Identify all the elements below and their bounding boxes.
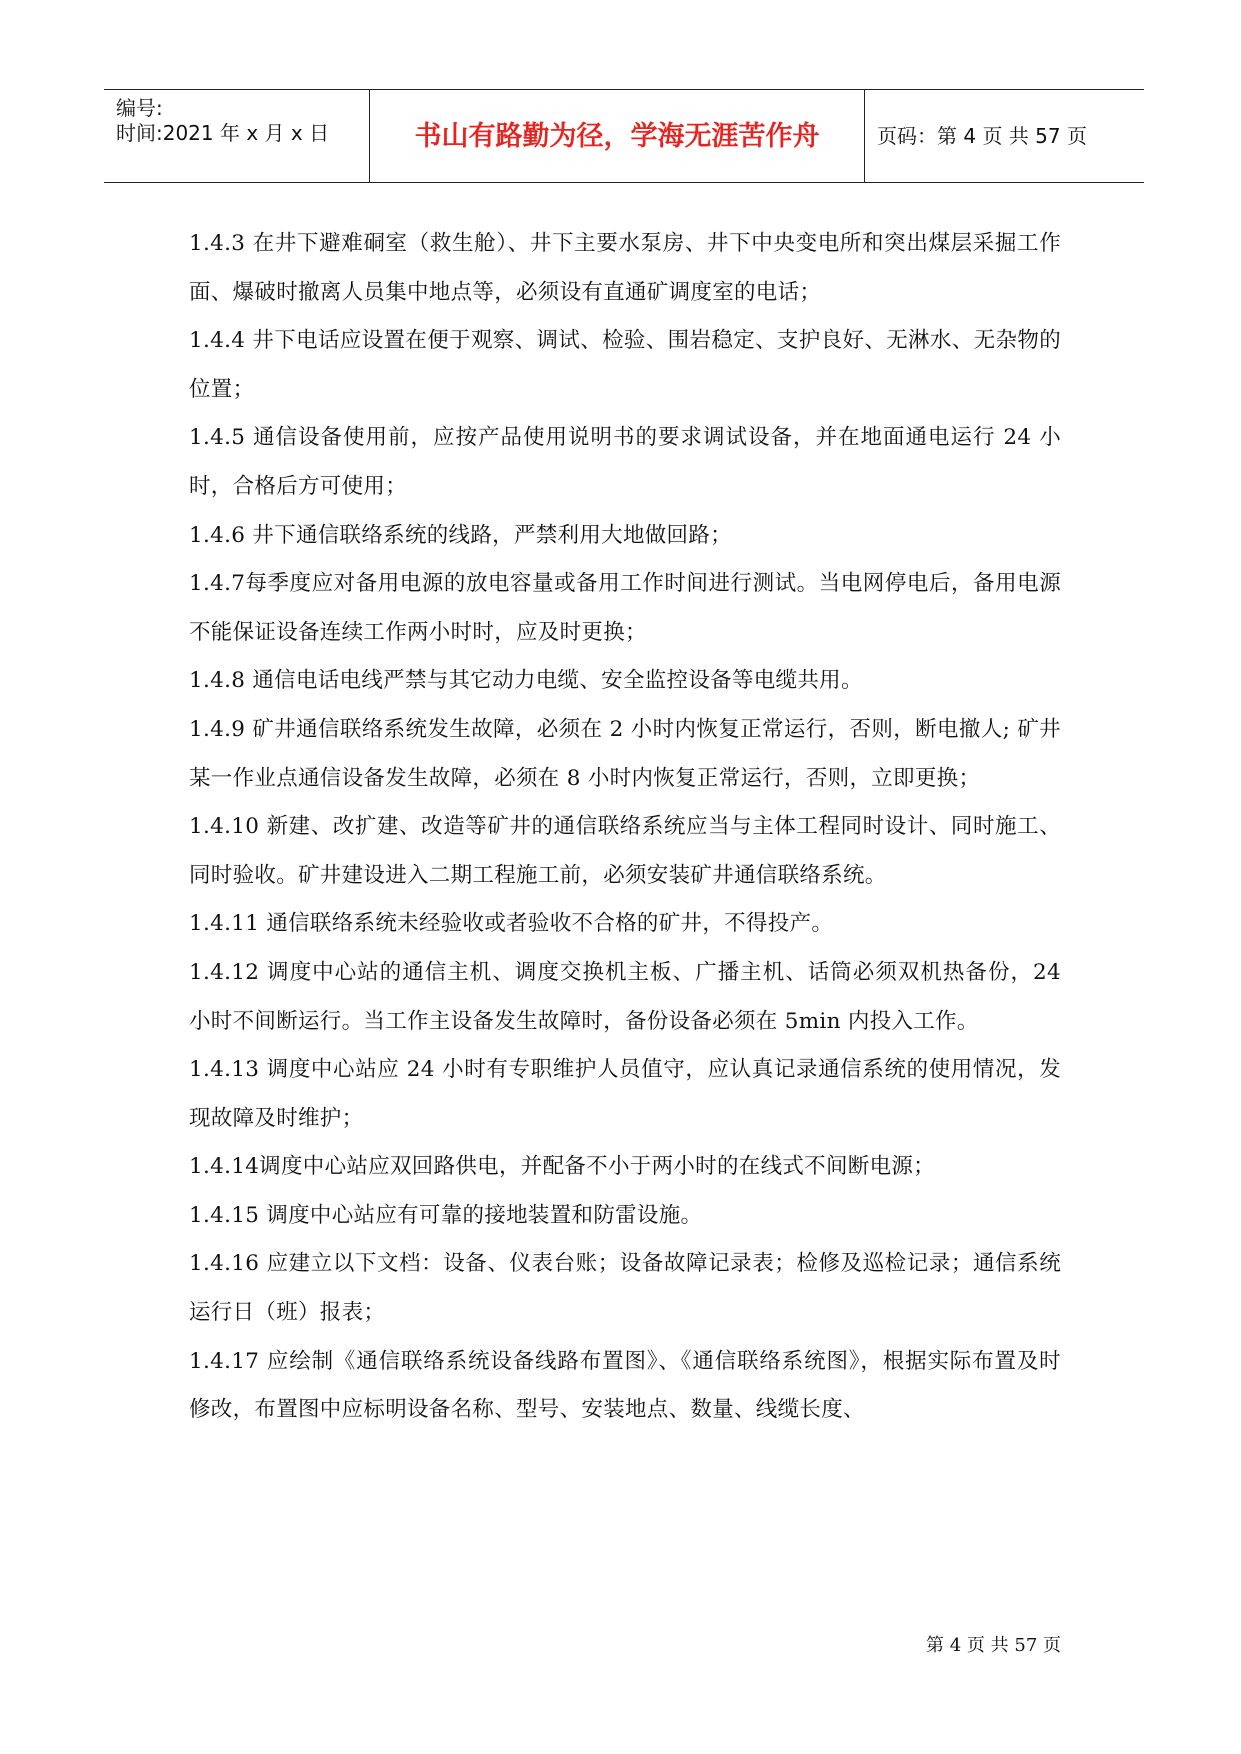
paragraph-1-4-10: 1.4.10 新建、改扩建、改造等矿井的通信联络系统应当与主体工程同时设计、同时施工、同时验收。矿井建设进入二期工程施工前，必须安装矿井通信联络系统。 — [189, 814, 1061, 888]
paragraph-1-4-11: 1.4.11 通信联络系统未经验收或者验收不合格的矿井，不得投产。 — [189, 911, 834, 937]
paragraph-1-4-6: 1.4.6 井下通信联络系统的线路，严禁利用大地做回路； — [189, 522, 732, 548]
paragraph-1-4-16: 1.4.16 应建立以下文档：设备、仪表台账；设备故障记录表；检修及巡检记录；通信系统运行日（班）报表； — [189, 1251, 1061, 1326]
header-page-cell — [865, 90, 1144, 182]
paragraph-1-4-13: 1.4.13 调度中心站应 24 小时有专职维护人员值守，应认真记录通信系统的使用情况，发现故障及时维护； — [189, 1057, 1061, 1131]
paragraph-1-4-8: 1.4.8 通信电话电线严禁与其它动力电缆、安全监控设备等电缆共用。 — [189, 668, 863, 694]
document-body — [189, 220, 1061, 1435]
header-meta-cell — [104, 90, 369, 182]
paragraph-1-4-5: 1.4.5 通信设备使用前，应按产品使用说明书的要求调试设备，并在地面通电运行 24 小时，合格后方可使用； — [189, 425, 1061, 499]
paragraph-1-4-3: 1.4.3 在井下避难硐室（救生舱）、井下主要水泵房、井下中央变电所和突出煤层采掘工作面、爆破时撤离人员集中地点等，必须设有直通矿调度室的电话； — [189, 231, 1061, 305]
paragraph-1-4-9: 1.4.9 矿井通信联络系统发生故障，必须在 2 小时内恢复正常运行，否则，断电撤人; 矿井某一作业点通信设备发生故障，必须在 8 小时内恢复正常运行，否则，立即更换； — [189, 716, 1061, 791]
page-footer: 第 4 页 共 57 页 — [926, 1635, 1061, 1656]
header-page-info: 页码：第 4 页 共 57 页 — [877, 124, 1087, 148]
document-time-label: 时间:2021 年 x 月 x 日 — [116, 121, 330, 145]
paragraph-1-4-12: 1.4.12 调度中心站的通信主机、调度交换机主板、广播主机、话筒必须双机热备份，24 小时不间断运行。当工作主设备发生故障时，备份设备必须在 5min 内投入工作。 — [189, 959, 1061, 1034]
paragraph-1-4-14: 1.4.14调度中心站应双回路供电，并配备不小于两小时的在线式不间断电源； — [189, 1154, 935, 1180]
document-number-label: 编号: — [116, 96, 163, 120]
paragraph-1-4-15: 1.4.15 调度中心站应有可靠的接地装置和防雷设施。 — [189, 1202, 703, 1228]
paragraph-1-4-17: 1.4.17 应绘制《通信联络系统设备线路布置图》、《通信联络系统图》，根据实际布置及时修改，布置图中应标明设备名称、型号、安装地点、数量、线缆长度、 — [189, 1348, 1061, 1423]
paragraph-1-4-4: 1.4.4 井下电话应设置在便于观察、调试、检验、围岩稳定、支护良好、无淋水、无杂物的位置； — [189, 328, 1061, 402]
document-header — [104, 89, 1144, 183]
header-motto-cell — [369, 90, 865, 182]
header-motto: 书山有路勤为径，学海无涯苦作舟 — [414, 121, 820, 152]
paragraph-1-4-7: 1.4.7每季度应对备用电源的放电容量或备用工作时间进行测试。当电网停电后，备用电源不能保证设备连续工作两小时时，应及时更换； — [189, 571, 1061, 645]
